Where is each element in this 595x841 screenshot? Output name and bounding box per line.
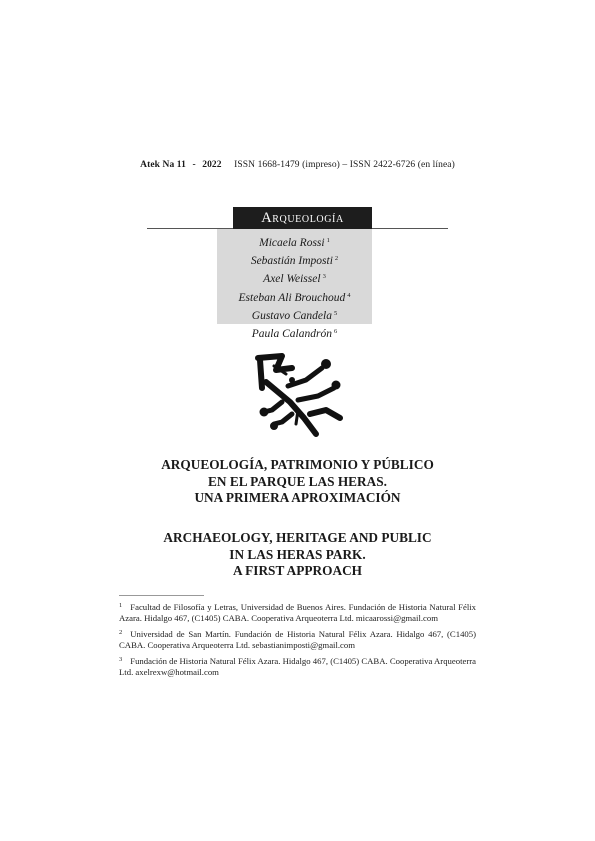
footnote-number: 2 xyxy=(119,629,123,637)
author-ref: 1 xyxy=(326,237,330,244)
title-line: EN EL PARQUE LAS HERAS. xyxy=(208,473,387,489)
footnote-rule xyxy=(119,595,204,596)
title-line: UNA PRIMERA APROXIMACIÓN xyxy=(194,490,401,505)
title-line: ARQUEOLOGÍA, PATRIMONIO Y PÚBLICO xyxy=(161,457,434,472)
footnote-text: Universidad de San Martín. Fundación de Historia Natural Félix Azara. Hidalgo 467, (C1405) CABA. Cooperativa Arqueoterra Ltd. sebastianimposti@gmail.com xyxy=(119,629,476,650)
author-name: Gustavo Candela xyxy=(251,309,332,322)
footnote xyxy=(119,601,476,623)
journal-year: 2022 xyxy=(202,160,222,170)
footnote-text: Facultad de Filosofía y Letras, Universidad de Buenos Aires. Fundación de Historia Natural Félix Azara. Hidalgo 467, (C1405) CABA. Cooperativa Arqueoterra Ltd. micaarossi@gmail.com xyxy=(119,602,476,623)
author-ref: 6 xyxy=(333,328,338,336)
header-separator: - xyxy=(192,160,196,170)
author-name: Sebastián Imposti xyxy=(250,255,333,268)
author-line xyxy=(217,324,372,342)
author-ref: 4 xyxy=(347,291,351,299)
title-line: IN LAS HERAS PARK. xyxy=(229,546,366,562)
author-line xyxy=(217,233,372,251)
footnotes xyxy=(119,601,476,683)
journal-logo-icon xyxy=(252,352,344,440)
running-header xyxy=(0,160,595,170)
author-line xyxy=(217,306,372,324)
title-spanish xyxy=(0,457,595,507)
author-line xyxy=(217,269,372,287)
issn-line: ISSN 1668-1479 (impreso) – ISSN 2422-6726 (en línea) xyxy=(234,160,455,170)
author-name: Esteban Ali Brouchoud xyxy=(238,291,346,304)
author-line xyxy=(217,288,372,306)
title-line: A FIRST APPROACH xyxy=(232,563,363,578)
author-name: Axel Weissel xyxy=(263,273,321,286)
author-ref: 3 xyxy=(322,273,326,281)
author-name: Paula Calandrón xyxy=(251,328,332,341)
title-line: ARCHAEOLOGY, HERITAGE AND PUBLIC xyxy=(163,530,432,545)
authors-box xyxy=(217,229,372,341)
footnote-number: 3 xyxy=(119,656,123,664)
author-ref: 5 xyxy=(333,309,338,317)
author-line xyxy=(217,251,372,269)
journal-issue: Atek Na 11 xyxy=(140,160,186,170)
footnote xyxy=(119,655,476,677)
author-name: Micaela Rossi xyxy=(259,237,325,249)
title-english xyxy=(0,530,595,580)
footnote xyxy=(119,628,476,650)
footnote-text: Fundación de Historia Natural Félix Azara. Hidalgo 467, (C1405) CABA. Cooperativa Arqueoterra Ltd. axelrexw@hotmail.com xyxy=(119,656,476,677)
footnote-number: 1 xyxy=(119,602,123,609)
section-label: Arqueología xyxy=(233,207,372,229)
author-ref: 2 xyxy=(334,255,339,263)
